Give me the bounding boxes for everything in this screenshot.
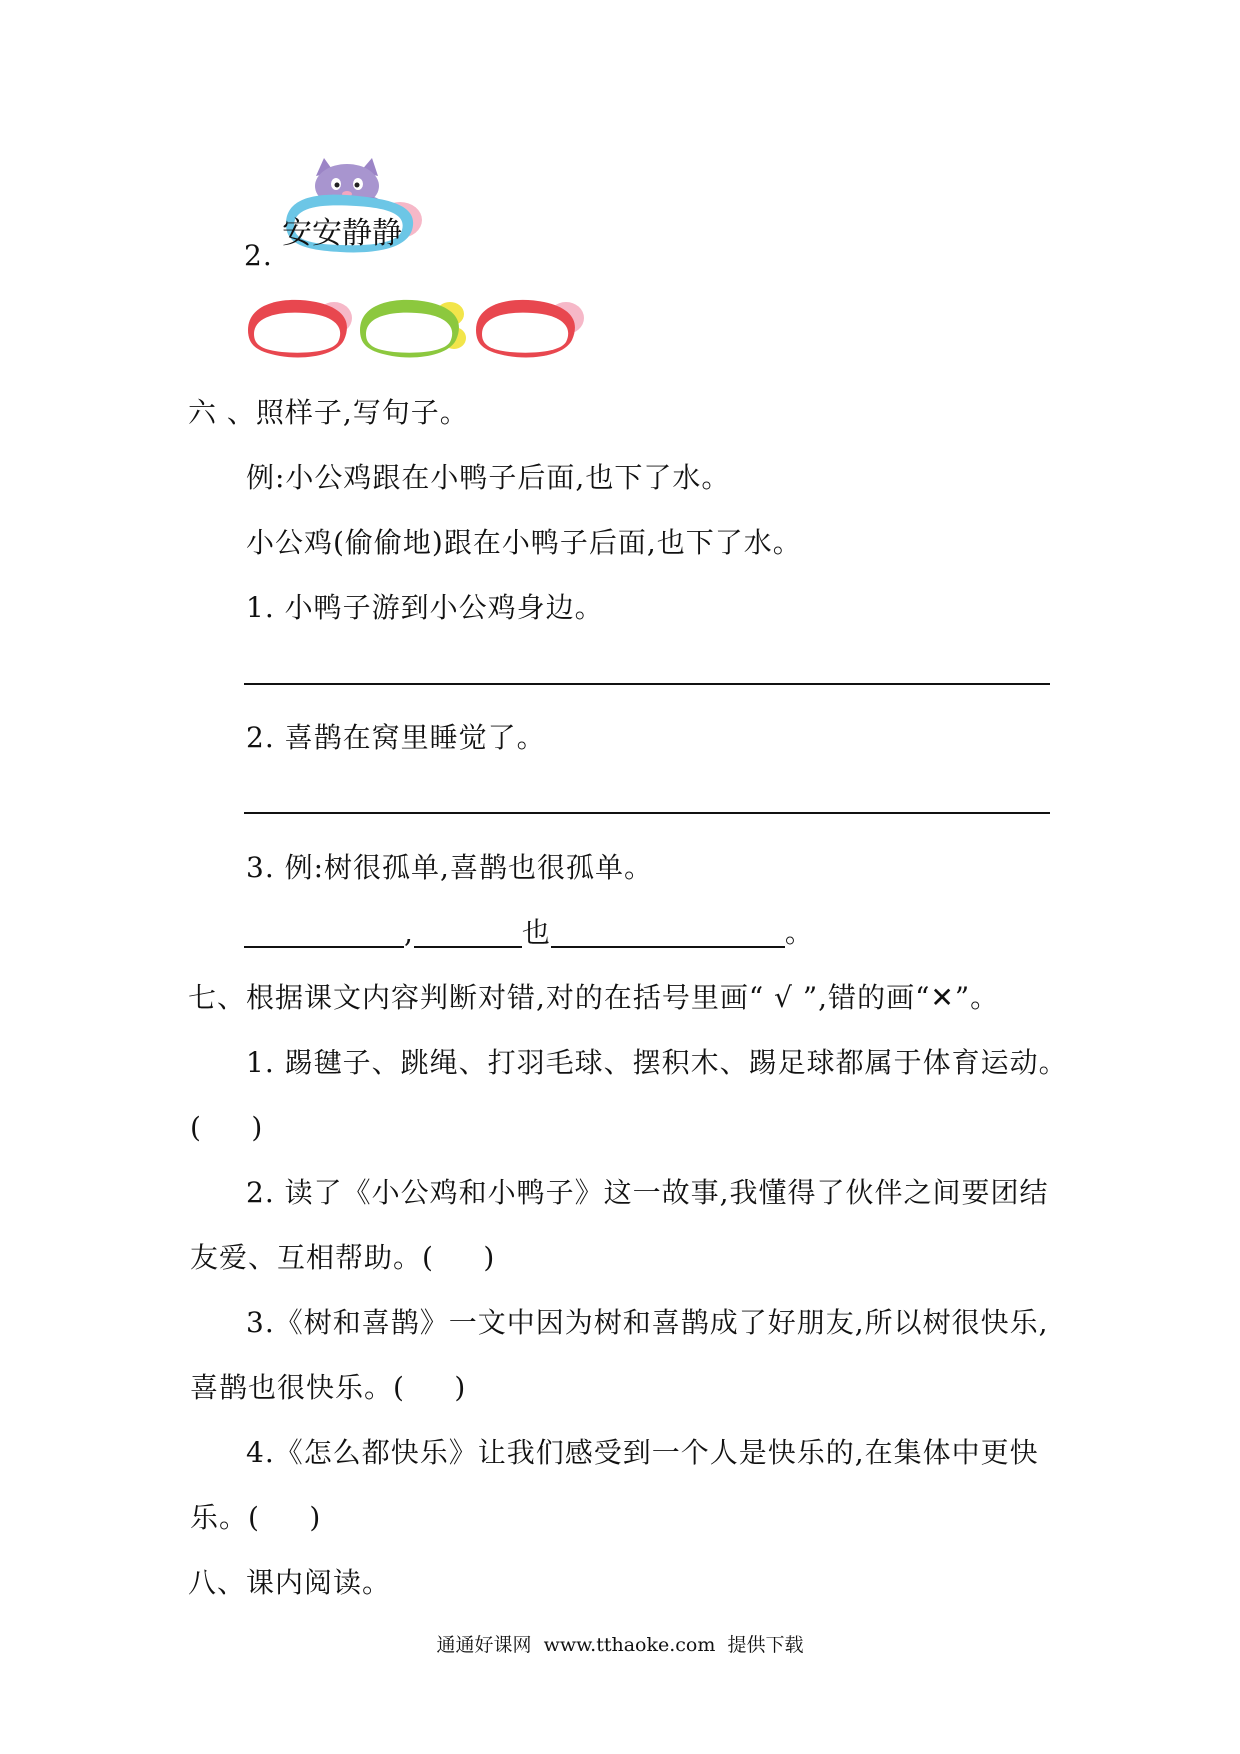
section-7-item-3-line1: 3.《树和喜鹊》一文中因为树和喜鹊成了好朋友,所以树很快乐, [246, 1306, 1049, 1339]
section-7-item-3-line2[interactable]: 喜鹊也很快乐。( ) [190, 1371, 467, 1404]
section-7-item-2-line2[interactable]: 友爱、互相帮助。( ) [190, 1241, 496, 1274]
fill-comma: , [404, 916, 414, 949]
section-7-item-2-line1: 2. 读了《小公鸡和小鸭子》这一故事,我懂得了伙伴之间要团结 [246, 1176, 1049, 1209]
red-speech-cloud-icon [246, 290, 356, 362]
section-7-item-1-line1: 1. 踢毽子、跳绳、打羽毛球、摆积木、踢足球都属于体育运动。 [246, 1046, 1068, 1079]
fill-blank-3[interactable] [551, 916, 785, 948]
section-6-item-2: 2. 喜鹊在窝里睡觉了。 [246, 721, 546, 754]
section-7-heading: 七、根据课文内容判断对错,对的在括号里画“ √ ”,错的画“✕”。 [188, 981, 1000, 1014]
fill-blank-2[interactable] [414, 916, 522, 948]
fill-period: 。 [784, 916, 814, 949]
section-7-item-4-line1: 4.《怎么都快乐》让我们感受到一个人是快乐的,在集体中更快 [246, 1436, 1039, 1469]
section-6-item-3: 3. 例:树很孤单,喜鹊也很孤单。 [246, 851, 653, 884]
section-6-fill-row [244, 915, 814, 951]
q5-item2-number: 2. [244, 239, 273, 272]
fill-blank-1[interactable] [244, 916, 404, 948]
section-6-example: 例:小公鸡跟在小鸭子后面,也下了水。 [246, 461, 731, 494]
section-7-item-1-line2[interactable]: ( ) [190, 1111, 264, 1144]
page-footer: 通通好课网 www.tthaoke.com 提供下载 [436, 1634, 804, 1656]
answer-line-2[interactable] [244, 812, 1050, 814]
section-8-heading: 八、课内阅读。 [188, 1566, 392, 1599]
q5-item2-word: 安安静静 [282, 216, 402, 251]
green-speech-cloud-icon [358, 290, 468, 362]
answer-line-1[interactable] [244, 683, 1050, 685]
fill-also: 也 [521, 916, 551, 949]
red-speech-cloud-icon [474, 290, 586, 362]
section-6-example-answer: 小公鸡(偷偷地)跟在小鸭子后面,也下了水。 [246, 526, 802, 559]
section-7-item-4-line2[interactable]: 乐。( ) [190, 1501, 322, 1534]
section-6-heading: 六 、照样子,写句子。 [188, 396, 469, 429]
section-6-item-1: 1. 小鸭子游到小公鸡身边。 [246, 591, 604, 624]
